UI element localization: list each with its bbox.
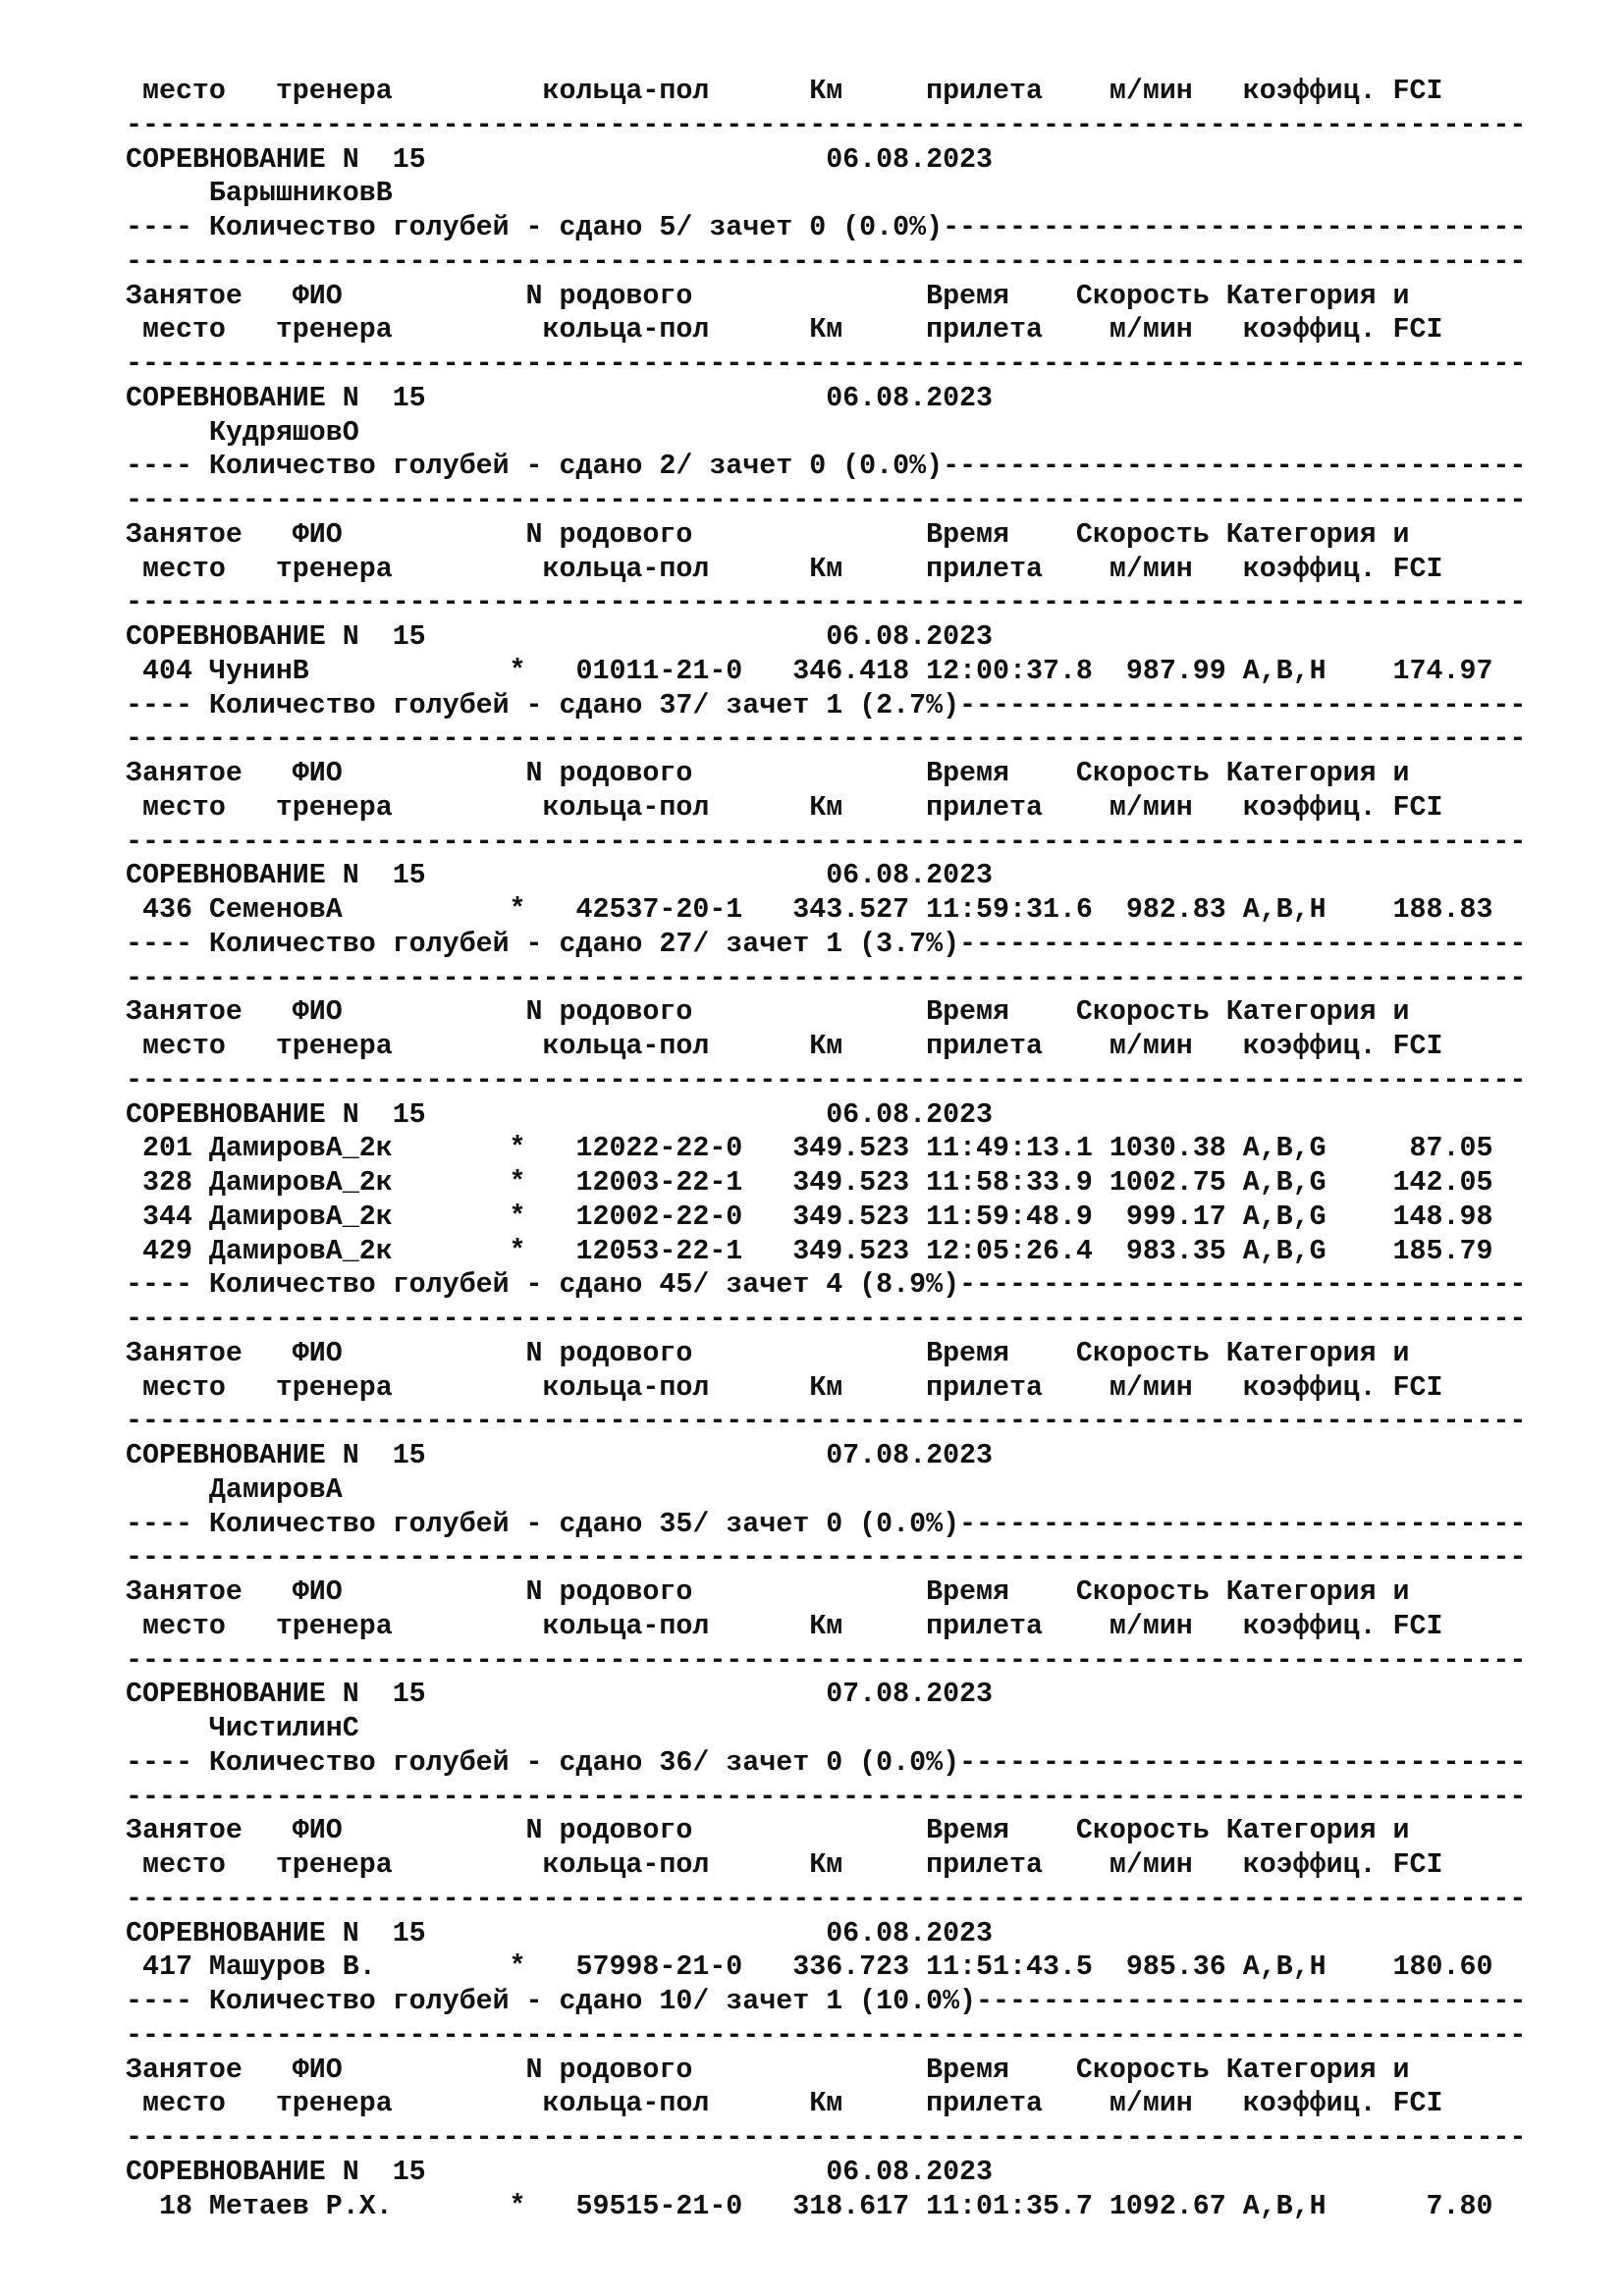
- result-row: КудряшовО: [126, 416, 359, 449]
- column-header-line-2: место тренера кольца-пол Км прилета м/мин коэффиц. FCI: [126, 314, 1443, 347]
- competition-title: СОРЕВНОВАНИЕ N 15 07.08.2023: [126, 1440, 994, 1471]
- pigeon-count-summary: ---- Количество голубей - сдано 45/ зачет 4 (8.9%)----------------------------------: [126, 1269, 1527, 1302]
- separator-line: ------------------------------------------------------------------------------------: [126, 245, 1527, 278]
- competition-title: СОРЕВНОВАНИЕ N 15 06.08.2023: [126, 1098, 994, 1131]
- result-row: 201 ДамировА_2к * 12022-22-0 349.523 11:49:13.1 1030.38 A,B,G 87.05: [126, 1133, 1493, 1165]
- separator-line: ------------------------------------------------------------------------------------: [126, 587, 1527, 619]
- separator-line: ------------------------------------------------------------------------------------: [126, 962, 1527, 994]
- column-header-line-2: место тренера кольца-пол Км прилета м/мин коэффиц. FCI: [126, 1849, 1443, 1881]
- column-header-line-1: Занятое ФИО N родового Время Скорость Категория и: [126, 280, 1410, 312]
- separator-line: ------------------------------------------------------------------------------------: [126, 1781, 1527, 1813]
- competition-title: СОРЕВНОВАНИЕ N 15 06.08.2023: [126, 621, 994, 653]
- result-row: ЧистилинС: [126, 1713, 359, 1744]
- column-header-line-1: Занятое ФИО N родового Время Скорость Категория и: [126, 518, 1410, 551]
- competition-title: СОРЕВНОВАНИЕ N 15 06.08.2023: [126, 860, 994, 892]
- separator-line: ------------------------------------------------------------------------------------: [126, 1644, 1527, 1677]
- separator-line: ------------------------------------------------------------------------------------: [126, 826, 1527, 858]
- column-header-line-2: место тренера кольца-пол Км прилета м/мин коэффиц. FCI: [126, 76, 1443, 107]
- separator-line: ------------------------------------------------------------------------------------: [126, 109, 1527, 141]
- competition-title: СОРЕВНОВАНИЕ N 15 06.08.2023: [126, 2156, 994, 2188]
- race-results-report: [126, 75, 1526, 2223]
- pigeon-count-summary: ---- Количество голубей - сдано 10/ зачет 1 (10.0%)---------------------------------: [126, 1986, 1527, 2017]
- result-row: ДамировА: [126, 1473, 343, 1506]
- column-header-line-2: место тренера кольца-пол Км прилета м/мин коэффиц. FCI: [126, 791, 1443, 824]
- column-header-line-1: Занятое ФИО N родового Время Скорость Категория и: [126, 1576, 1410, 1608]
- result-row: 436 СеменовА * 42537-20-1 343.527 11:59:31.6 982.83 A,B,H 188.83: [126, 894, 1493, 926]
- separator-line: ------------------------------------------------------------------------------------: [126, 1064, 1527, 1096]
- separator-line: ------------------------------------------------------------------------------------: [126, 1304, 1527, 1335]
- result-row: 429 ДамировА_2к * 12053-22-1 349.523 12:05:26.4 983.35 A,B,G 185.79: [126, 1235, 1493, 1267]
- pigeon-count-summary: ---- Количество голубей - сдано 37/ зачет 1 (2.7%)----------------------------------: [126, 689, 1527, 721]
- result-row: 328 ДамировА_2к * 12003-22-1 349.523 11:58:33.9 1002.75 A,B,G 142.05: [126, 1167, 1493, 1199]
- column-header-line-1: Занятое ФИО N родового Время Скорость Категория и: [126, 1815, 1410, 1847]
- result-row: 18 Метаев Р.Х. * 59515-21-0 318.617 11:01:35.7 1092.67 A,B,H 7.80: [126, 2190, 1493, 2222]
- pigeon-count-summary: ---- Количество голубей - сдано 35/ зачет 0 (0.0%)----------------------------------: [126, 1508, 1527, 1540]
- pigeon-count-summary: ---- Количество голубей - сдано 5/ зачет 0 (0.0%)-----------------------------------: [126, 212, 1527, 243]
- separator-line: ------------------------------------------------------------------------------------: [126, 1406, 1527, 1438]
- competition-title: СОРЕВНОВАНИЕ N 15 06.08.2023: [126, 1917, 994, 1949]
- column-header-line-2: место тренера кольца-пол Км прилета м/мин коэффиц. FCI: [126, 1371, 1443, 1404]
- pigeon-count-summary: ---- Количество голубей - сдано 27/ зачет 1 (3.7%)----------------------------------: [126, 928, 1527, 960]
- separator-line: ------------------------------------------------------------------------------------: [126, 485, 1527, 516]
- pigeon-count-summary: ---- Количество голубей - сдано 2/ зачет 0 (0.0%)-----------------------------------: [126, 451, 1527, 483]
- pigeon-count-summary: ---- Количество голубей - сдано 36/ зачет 0 (0.0%)----------------------------------: [126, 1746, 1527, 1779]
- column-header-line-2: место тренера кольца-пол Км прилета м/мин коэффиц. FCI: [126, 1031, 1443, 1062]
- competition-title: СОРЕВНОВАНИЕ N 15 06.08.2023: [126, 382, 994, 414]
- column-header-line-1: Занятое ФИО N родового Время Скорость Категория и: [126, 996, 1410, 1029]
- column-header-line-2: место тренера кольца-пол Км прилета м/мин коэффиц. FCI: [126, 553, 1443, 585]
- result-row: БарышниковВ: [126, 178, 393, 210]
- separator-line: ------------------------------------------------------------------------------------: [126, 348, 1527, 380]
- result-row: 417 Машуров В. * 57998-21-0 336.723 11:51:43.5 985.36 A,B,H 180.60: [126, 1951, 1493, 1984]
- result-row: 404 ЧунинВ * 01011-21-0 346.418 12:00:37.8 987.99 A,B,H 174.97: [126, 655, 1493, 687]
- separator-line: ------------------------------------------------------------------------------------: [126, 723, 1527, 756]
- result-row: 344 ДамировА_2к * 12002-22-0 349.523 11:59:48.9 999.17 A,B,G 148.98: [126, 1201, 1493, 1233]
- column-header-line-1: Занятое ФИО N родового Время Скорость Категория и: [126, 2054, 1410, 2086]
- column-header-line-2: место тренера кольца-пол Км прилета м/мин коэффиц. FCI: [126, 2088, 1443, 2120]
- separator-line: ------------------------------------------------------------------------------------: [126, 1542, 1527, 1575]
- competition-title: СОРЕВНОВАНИЕ N 15 06.08.2023: [126, 143, 994, 176]
- column-header-line-2: место тренера кольца-пол Км прилета м/мин коэффиц. FCI: [126, 1610, 1443, 1642]
- separator-line: ------------------------------------------------------------------------------------: [126, 1883, 1527, 1915]
- separator-line: ------------------------------------------------------------------------------------: [126, 2122, 1527, 2154]
- separator-line: ------------------------------------------------------------------------------------: [126, 2019, 1527, 2052]
- column-header-line-1: Занятое ФИО N родового Время Скорость Категория и: [126, 1337, 1410, 1369]
- column-header-line-1: Занятое ФИО N родового Время Скорость Категория и: [126, 758, 1410, 789]
- competition-title: СОРЕВНОВАНИЕ N 15 07.08.2023: [126, 1679, 994, 1711]
